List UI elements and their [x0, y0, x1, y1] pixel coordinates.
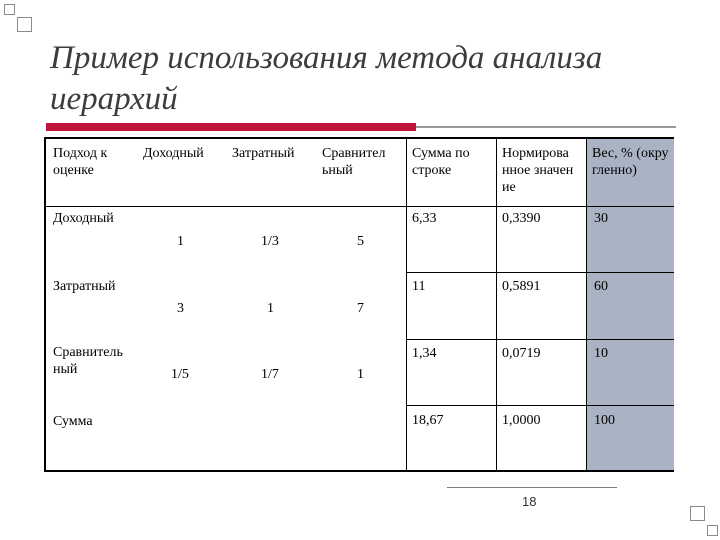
corner-square-bottom-right-small	[707, 525, 718, 536]
table-cell: 1,0000	[502, 413, 541, 428]
title-underline-accent	[46, 123, 416, 131]
table-cell: 1	[357, 367, 364, 382]
row-label-cost: Затратный	[53, 279, 116, 294]
row-label-comparative: Сравнительный	[53, 345, 123, 377]
table-cell: 60	[594, 279, 608, 294]
header-income: Доходный	[143, 146, 204, 161]
corner-square-bottom-right-large	[690, 506, 705, 521]
corner-square-top-left-small	[4, 4, 15, 15]
table-cell: 0,0719	[502, 346, 541, 361]
table-cell: 7	[357, 301, 364, 316]
table-cell: 18,67	[412, 413, 444, 428]
slide-title: Пример использования метода анализа иерархий	[50, 40, 603, 117]
page-number: 18	[522, 494, 537, 509]
table-cell: 5	[357, 234, 364, 249]
table-cell: 0,3390	[502, 211, 541, 226]
table-cell: 1/7	[261, 367, 279, 382]
header-cost: Затратный	[232, 146, 295, 161]
title-underline-thin	[416, 126, 676, 128]
table-cell: 1	[267, 301, 274, 316]
table-cell: 1	[177, 234, 184, 249]
row-label-total: Сумма	[53, 414, 93, 429]
header-weight: Вес, % (округленно)	[592, 146, 669, 178]
table-cell: 30	[594, 211, 608, 226]
corner-square-top-left-large	[17, 17, 32, 32]
table-cell: 1/5	[171, 367, 189, 382]
table-cell: 11	[412, 279, 426, 294]
hierarchy-analysis-table	[44, 137, 674, 472]
table-cell: 0,5891	[502, 279, 541, 294]
footer-rule	[447, 487, 617, 488]
table-cell: 1/3	[261, 234, 279, 249]
header-approach: Подход к оценке	[53, 146, 108, 178]
header-row-sum: Сумма по строке	[412, 146, 470, 178]
table-cell: 100	[594, 413, 615, 428]
grid-line	[586, 139, 587, 470]
table-cell: 10	[594, 346, 608, 361]
table-cell: 6,33	[412, 211, 437, 226]
table-cell: 1,34	[412, 346, 437, 361]
header-comparative: Сравнительный	[322, 146, 386, 178]
grid-line	[406, 272, 674, 273]
grid-line	[406, 339, 674, 340]
grid-line	[406, 405, 674, 406]
header-normalized: Нормированное значение	[502, 146, 574, 195]
row-label-income: Доходный	[53, 211, 114, 226]
grid-line	[496, 139, 497, 470]
grid-line	[406, 139, 407, 470]
table-cell: 3	[177, 301, 184, 316]
grid-line	[46, 206, 674, 207]
